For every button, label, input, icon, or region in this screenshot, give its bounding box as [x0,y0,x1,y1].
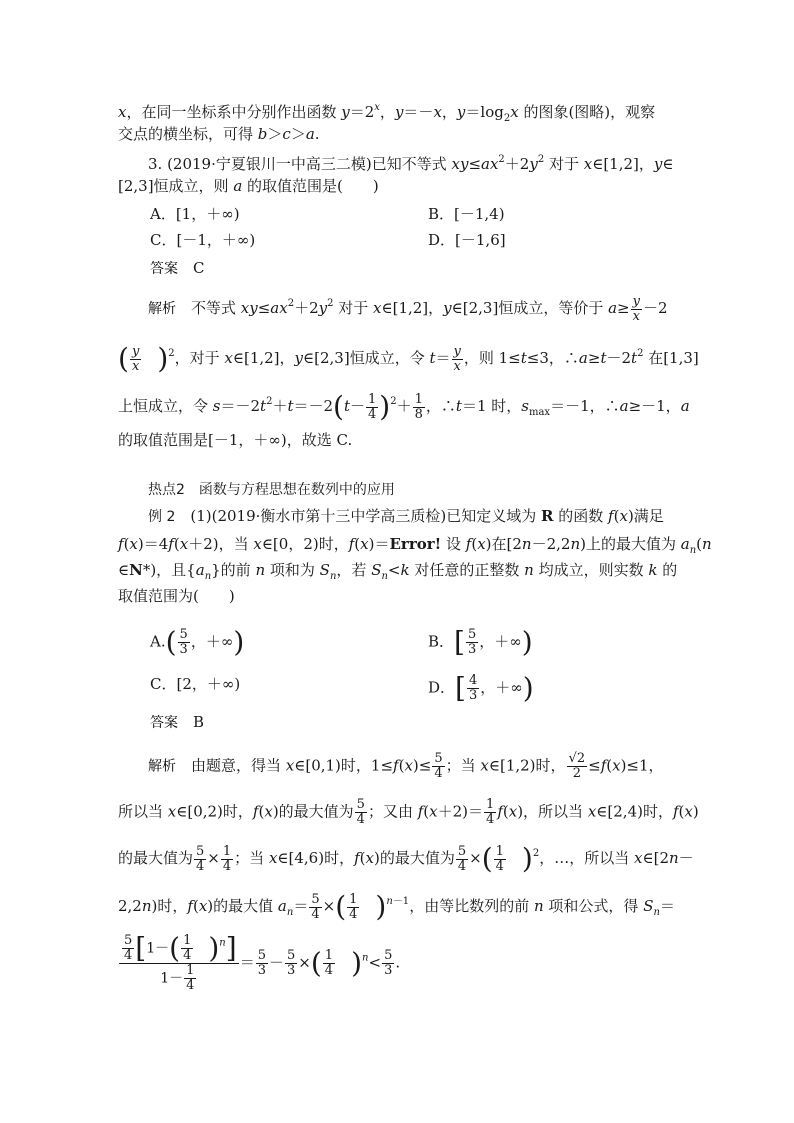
ex2-answer-value: B [193,713,205,731]
ex2-solution-line-1: 解析 由题意，得当 x∈[0,1)时，1≤f(x)≤ $\frac{5}{4}$ ；当 x∈[1,2)时， $\frac{√2}{2}$ ≤f(x)≤1， [148,751,664,781]
ex2-option-a: A.( $\frac{5}{3}$ ，＋∞) [150,625,245,659]
q3-answer [150,258,205,279]
example-2-line-3: ∈N*)，且$\{a_n\}$的前 n 项和为 $S_n$，若 $S_n<k$ 对任意的正整数 n 均成立，则实数 k 的 [118,561,678,582]
example-2-line-4: 取值范围为( ) [118,587,235,605]
q3-answer-value: C [193,259,205,277]
question-3-line-2: [2,3]恒成立，则 a 的取值范围是( ) [118,177,379,195]
q3-solution-line-3: 上恒成立，令 $s=-2t^2+t=-2(t-$ $\frac{1}{4}$ )$^2$＋ $\frac{1}{8}$ ，∴t＝1 时，$s_{max}=-1$，∴a≥－1，a [118,390,690,423]
solution-label: 解析 [148,301,176,317]
example-2-line-2: f(x)＝4f(x＋2)，当 x∈[0，2)时，f(x)＝Error! 设 f(x)在[2n－2,2n)上的最大值为 $a_n(n$ [118,535,712,556]
ex2-solution-line-2: 所以当 x∈[0,2)时，f(x)的最大值为 $\frac{5}{4}$ ；又由 f(x＋2)＝ $\frac{1}{4}$ f(x)，所以当 x∈[2,4)时，f(x) [118,797,699,827]
ex2-solution-line-5: $\frac{5}{4}$ [1－( $\frac{1}{4}$ )$^n$] 1－ $\frac{1}{4}$ ＝ $\frac{5}{3}$ － $\frac{5}{3}$ ×( $\frac{1}{4}$ )$^n$< $\frac{5}{3}$ . [118,934,678,1014]
ex2-answer [150,712,204,733]
ex2-option-c: C．[2，＋∞) [150,675,241,693]
ex2-solution-line-4: 2,2n)时，f(x)的最大值 $a_n=$ $\frac{5}{4}$ ×( $\frac{1}{4}$ )$^{n-1}$，由等比数列的前 n 项和公式，得 $S_n=$ [118,890,675,923]
q3-solution-line-2: ( $\frac{y}{x}$ )$^2$，对于 x∈[1,2]，y∈[2,3]恒成立，令 t＝ $\frac{y}{x}$ ，则 1≤t≤3，$\therefore a\ge t-2t^2$ 在[1,3] [118,342,699,375]
text-line-1: x，在同一坐标系中分别作出函数 $y=2^x$，y＝－x，$y=\log_2x$ 的图象(图略)，观察 [118,102,656,124]
ex2-solution-line-3: 的最大值为 $\frac{5}{4}$ × $\frac{1}{4}$ ；当 x∈[4,6)时，f(x)的最大值为 $\frac{5}{4}$ ×( $\frac{1}{4}$ )$^2$，…，所以当 x∈[2n－ [118,842,694,875]
q3-option-c: C．[－1，＋∞) [150,231,256,249]
question-3-line-1: 3. (2019·宁夏银川一中高三二模)已知不等式 $xy\le ax^2+2y^2$ 对于 x∈[1,2]，y∈ [148,154,674,173]
section-heading-hot2: 热点2 函数与方程思想在数列中的应用 [148,482,395,498]
answer-label: 答案 [150,715,178,731]
q3-option-d: D．[－1,6] [428,231,506,249]
ex2-option-b: B．[ $\frac{5}{3}$ ，＋∞) [428,625,533,659]
ex2-option-d: D．[ $\frac{4}{3}$ ，＋∞) [428,671,534,705]
solution-label: 解析 [148,758,176,775]
example-2-line-1: 例 2 (1)(2019·衡水市第十三中学高三质检)已知定义域为 R 的函数 f(x)满足 [148,507,664,525]
answer-label: 答案 [150,261,178,277]
q3-solution-line-4: 的取值范围是[－1，＋∞)，故选 C. [118,431,353,449]
q3-option-b: B．[－1,4) [428,205,505,223]
text-line-2: 交点的横坐标，可得 b＞c＞a. [118,125,320,143]
q3-solution-line-1: 解析 不等式 $xy\le ax^2+2y^2$ 对于 x∈[1,2]，y∈[2,3]恒成立，等价于 a≥ $\frac{y}{x}$ －2 [148,293,668,324]
q3-option-a: A．[1，＋∞) [150,205,240,223]
